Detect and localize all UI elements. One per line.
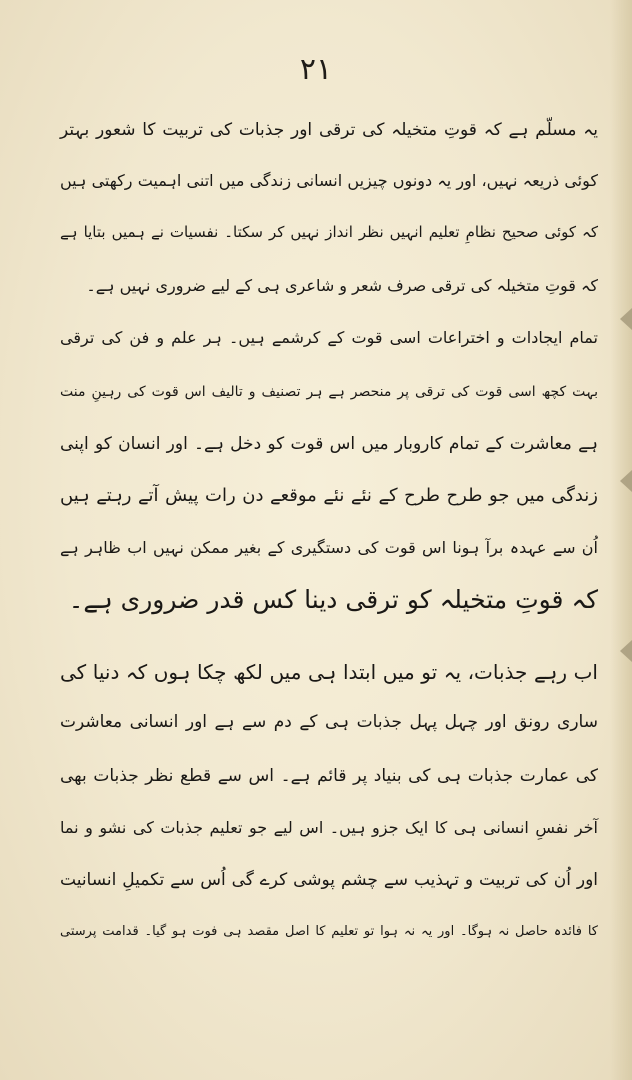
text-line: کہ قوتِ متخیلہ کو ترقی دینا کس قدر ضروری ہے۔ xyxy=(68,585,598,614)
text-line: کہ کوئی صحیح نظامِ تعلیم انہیں نظر انداز نہیں کر سکتا۔ نفسیات نے ہمیں بتایا ہے xyxy=(60,223,598,241)
text-line: کا فائدہ حاصل نہ ہوگا۔ اور یہ نہ ہوا تو تعلیم کا اصل مقصد ہی فوت ہو گیا۔ قدامت پرستی xyxy=(60,924,598,939)
text-line: اور اُن کی تربیت و تہذیب سے چشم پوشی کرے گی اُس سے تکمیلِ انسانیت xyxy=(60,870,598,890)
page-edge-shadow xyxy=(610,0,632,1080)
text-line: زندگی میں جو طرح طرح کے نئے نئے موقعے دن رات پیش آتے رہتے ہیں xyxy=(60,485,598,506)
text-line: کی عمارت جذبات ہی کی بنیاد پر قائم ہے۔ اس سے قطع نظر جذبات بھی xyxy=(60,766,598,786)
text-line: یہ مسلّم ہے کہ قوتِ متخیلہ کی ترقی اور جذبات کی تربیت کا شعور بہتر xyxy=(60,120,598,140)
text-line: تمام ایجادات و اختراعات اسی قوت کے کرشمے ہیں۔ ہر علم و فن کی ترقی xyxy=(60,328,598,347)
text-line: اُن سے عہدہ برآ ہونا اس قوت کی دستگیری کے بغیر ممکن نہیں اب ظاہر ہے xyxy=(60,538,598,557)
page-number: ۲۱ xyxy=(299,52,333,87)
text-line: بہت کچھ اسی قوت کی ترقی پر منحصر ہے ہر تصنیف و تالیف اس قوت کی رہینِ منت xyxy=(60,384,598,400)
text-line: کوئی ذریعہ نہیں، اور یہ دونوں چیزیں انسانی زندگی میں اتنی اہمیت رکھتی ہیں xyxy=(60,171,598,190)
text-line: ہے معاشرت کے تمام کاروبار میں اس قوت کو دخل ہے۔ اور انسان کو اپنی xyxy=(60,434,598,454)
text-line: آخر نفسِ انسانی ہی کا ایک جزو ہیں۔ اس لیے جو تعلیم جذبات کی نشو و نما xyxy=(60,818,598,837)
text-line: ساری رونق اور چہل پہل جذبات ہی کے دم سے ہے اور انسانی معاشرت xyxy=(60,712,598,732)
text-line: اب رہے جذبات، یہ تو میں ابتدا ہی میں لکھ چکا ہوں کہ دنیا کی xyxy=(60,660,598,684)
text-line: کہ قوتِ متخیلہ کی ترقی صرف شعر و شاعری ہی کے لیے ضروری نہیں ہے۔ xyxy=(86,276,598,295)
